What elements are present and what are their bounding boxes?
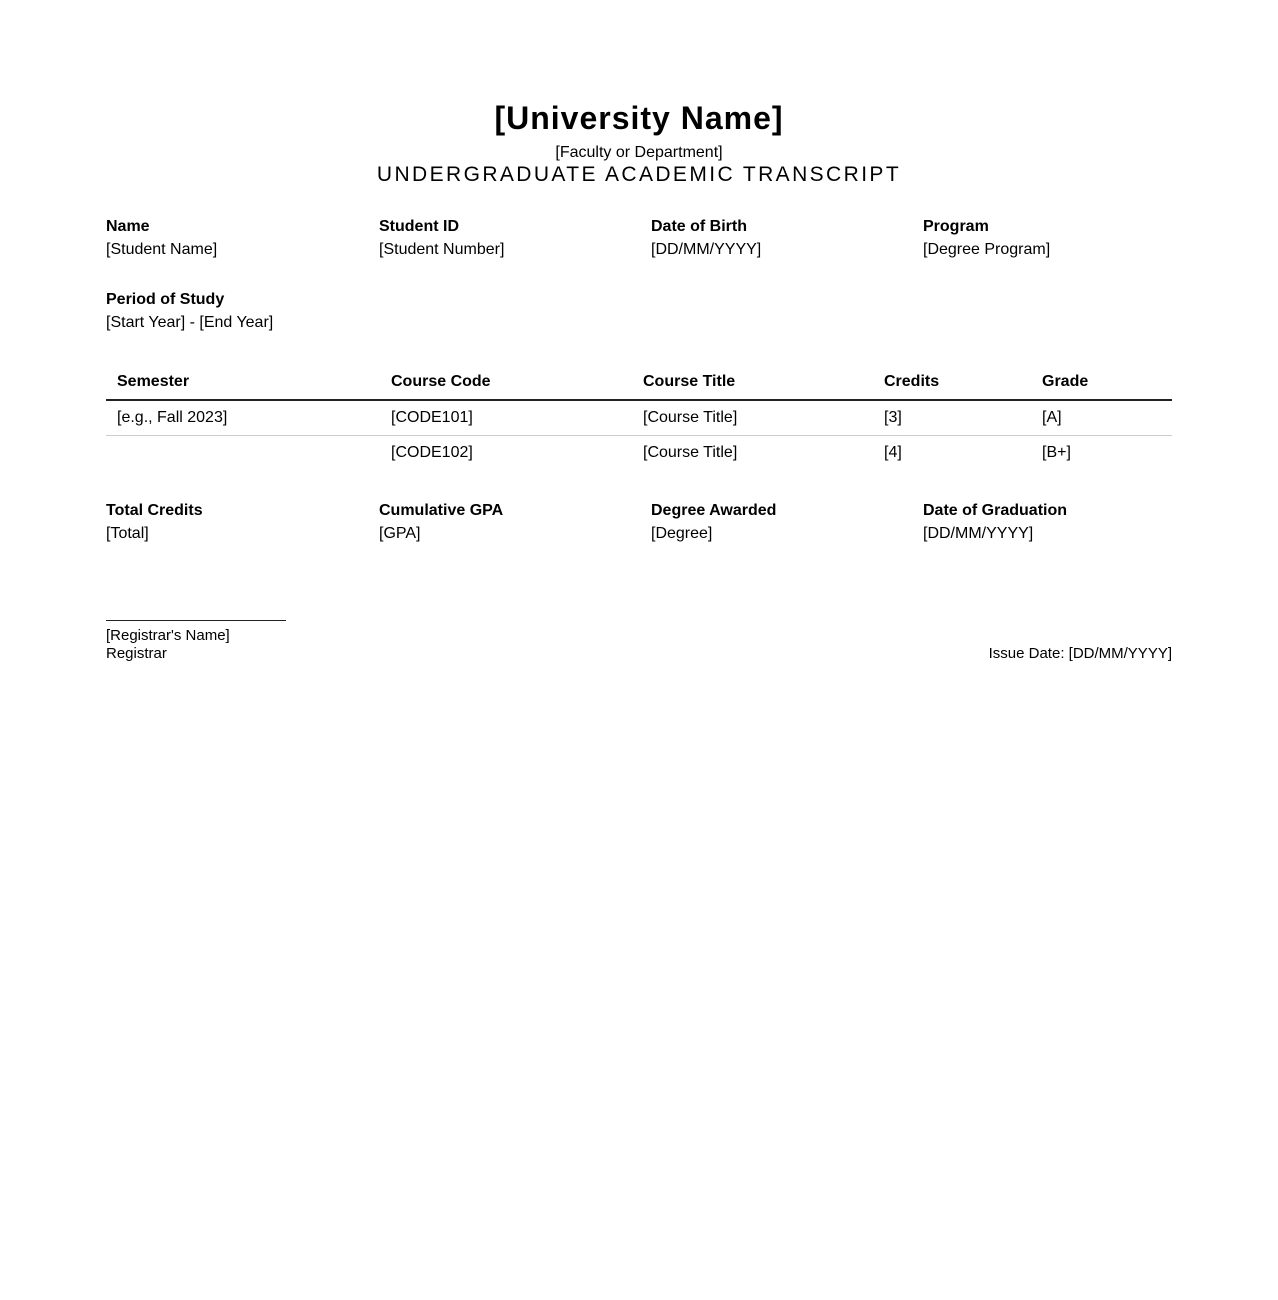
summary-total-credits <box>106 501 379 544</box>
summary-value: [DD/MM/YYYY] <box>923 525 1034 542</box>
info-value: [Student Number] <box>379 241 505 258</box>
cell-course-code: [CODE102] <box>391 444 473 461</box>
issue-date: Issue Date: [DD/MM/YYYY] <box>988 645 1172 662</box>
info-label: Student ID <box>379 218 459 235</box>
summary-grid <box>106 501 1172 544</box>
signature-section <box>106 620 1172 663</box>
column-header-grade: Grade <box>1031 365 1172 400</box>
summary-label: Total Credits <box>106 502 203 519</box>
summary-cumulative-gpa <box>379 501 651 544</box>
cell-course-title: [Course Title] <box>643 444 738 461</box>
cell-credits: [4] <box>884 444 902 461</box>
column-header-course-title: Course Title <box>632 365 873 400</box>
university-name: [University Name] <box>494 100 784 136</box>
cell-credits: [3] <box>873 400 1031 436</box>
info-label: Name <box>106 218 150 235</box>
summary-degree-awarded <box>651 501 923 544</box>
table-row <box>106 400 1172 436</box>
registrar-name: [Registrar's Name] <box>106 627 230 644</box>
registrar-title: Registrar <box>106 645 167 662</box>
summary-date-of-graduation <box>923 501 1172 544</box>
summary-value: [GPA] <box>379 525 421 542</box>
info-value: [Start Year] - [End Year] <box>106 314 274 331</box>
summary-value: [Total] <box>106 525 149 542</box>
signature-line <box>106 620 286 621</box>
table-header-row <box>106 365 1172 400</box>
info-name <box>106 217 379 260</box>
summary-label: Cumulative GPA <box>379 502 504 519</box>
registrar-signature-block <box>106 620 286 663</box>
faculty-name: [Faculty or Department] <box>555 144 723 161</box>
info-student-id <box>379 217 651 260</box>
cell-semester: [e.g., Fall 2023] <box>106 400 380 436</box>
cell-course-title: [Course Title] <box>632 400 873 436</box>
summary-value: [Degree] <box>651 525 713 542</box>
info-value: [Degree Program] <box>923 241 1051 258</box>
cell-course-code: [CODE101] <box>380 400 632 436</box>
info-period-of-study <box>106 290 379 333</box>
column-header-semester: Semester <box>106 365 380 400</box>
cell-grade: [A] <box>1031 400 1172 436</box>
column-header-course-code: Course Code <box>380 365 632 400</box>
transcript-header <box>106 0 1172 187</box>
info-program <box>923 217 1172 260</box>
cell-semester <box>106 436 380 471</box>
info-label: Period of Study <box>106 291 225 308</box>
info-value: [Student Name] <box>106 241 218 258</box>
info-label: Date of Birth <box>651 218 747 235</box>
student-info-grid <box>106 217 1172 363</box>
courses-table <box>106 365 1172 470</box>
transcript-page <box>106 0 1172 663</box>
column-header-credits: Credits <box>873 365 1031 400</box>
info-date-of-birth <box>651 217 923 260</box>
info-value: [DD/MM/YYYY] <box>651 241 762 258</box>
cell-grade: [B+] <box>1042 444 1071 461</box>
document-title: UNDERGRADUATE ACADEMIC TRANSCRIPT <box>376 163 902 186</box>
table-row <box>106 436 1172 471</box>
summary-label: Degree Awarded <box>651 502 777 519</box>
info-label: Program <box>923 218 989 235</box>
summary-label: Date of Graduation <box>923 502 1068 519</box>
